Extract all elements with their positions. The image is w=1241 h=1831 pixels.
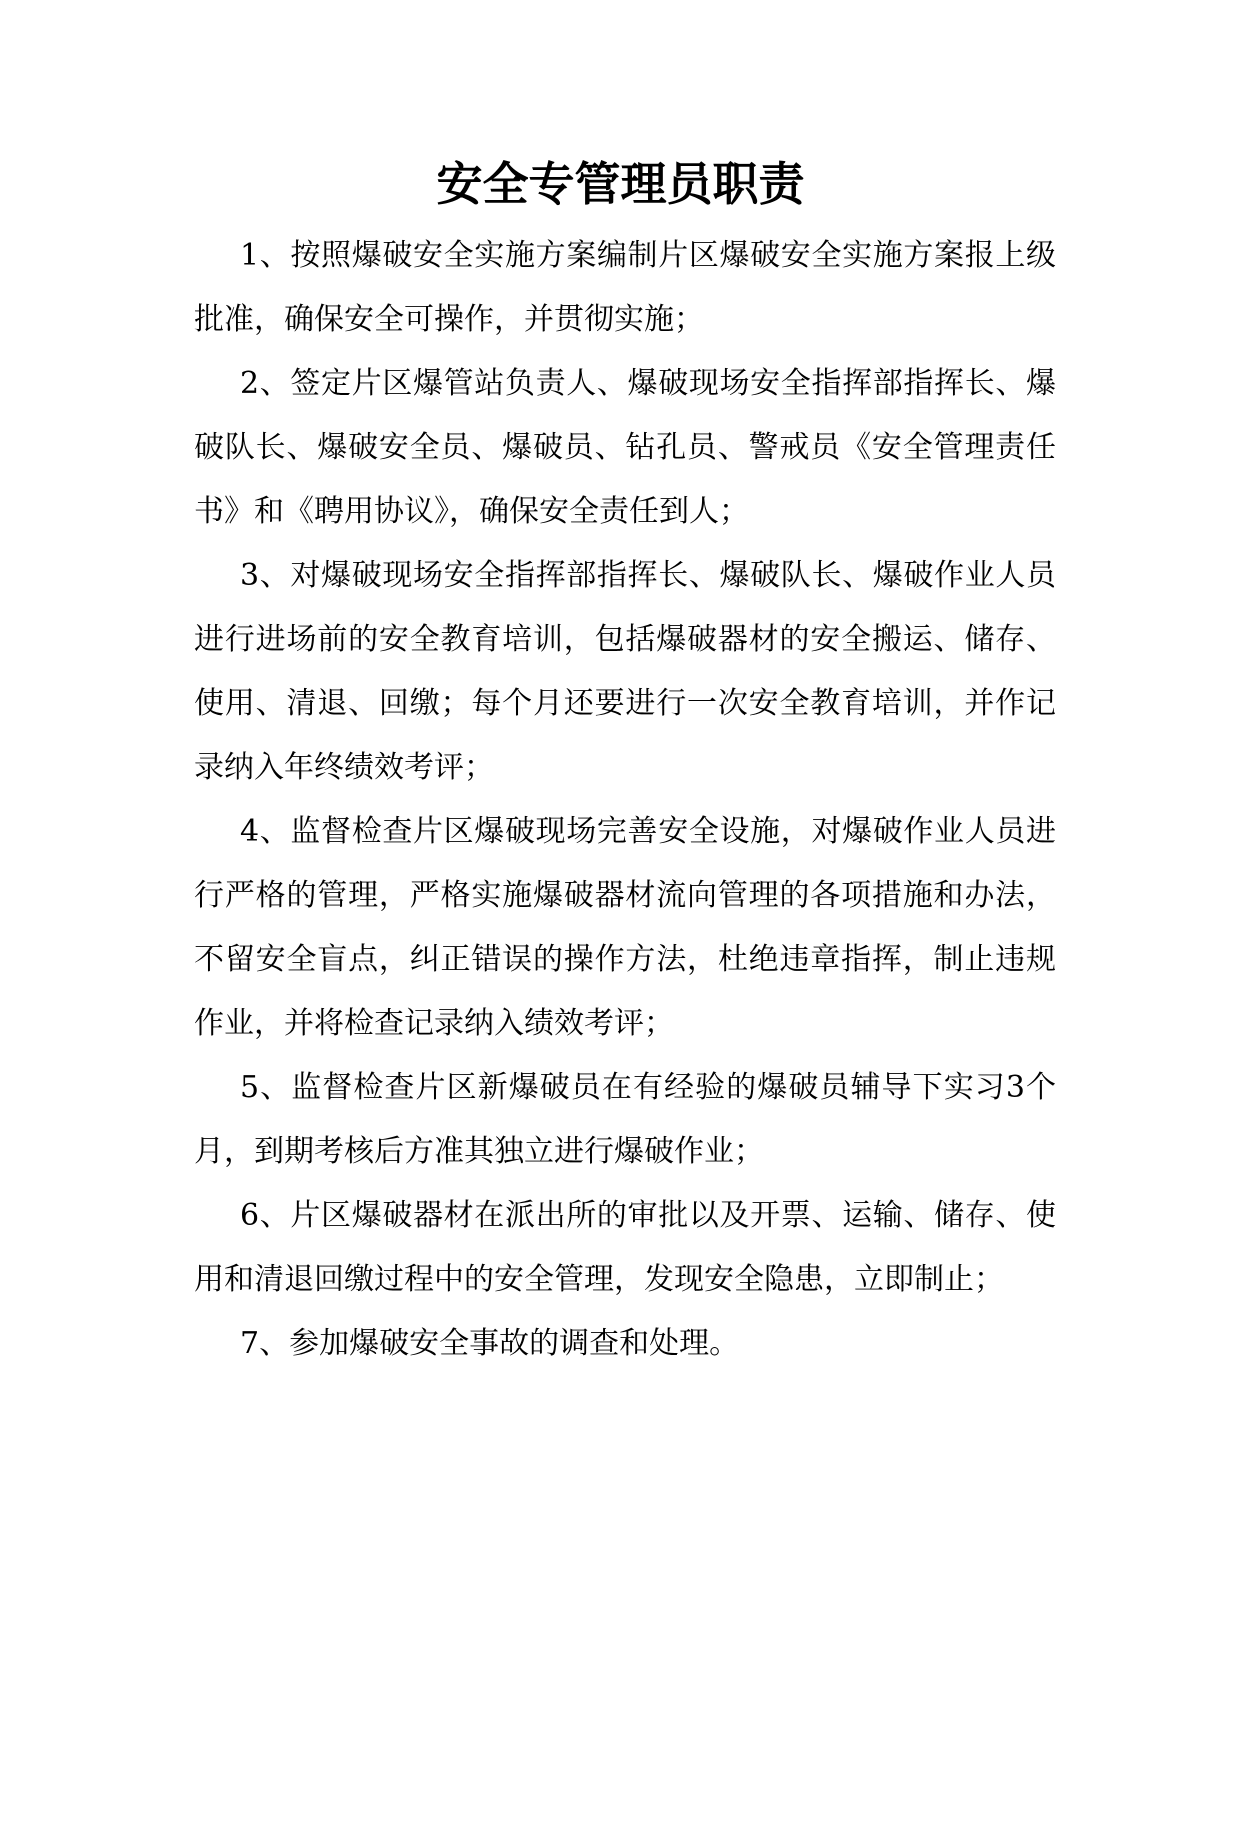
duty-item-3: 3、对爆破现场安全指挥部指挥长、爆破队长、爆破作业人员进行进场前的安全教育培训，包括爆破器材的安全搬运、储存、使用、清退、回缴；每个月还要进行一次安全教育培训，并作记录纳入年终绩效考评； bbox=[194, 558, 1056, 785]
duty-item-5: 5、监督检查片区新爆破员在有经验的爆破员辅导下实习3个月，到期考核后方准其独立进行爆破作业； bbox=[194, 1070, 1056, 1169]
duty-item-7: 7、参加爆破安全事故的调查和处理。 bbox=[240, 1326, 740, 1361]
duty-item-1: 1、按照爆破安全实施方案编制片区爆破安全实施方案报上级批准，确保安全可操作，并贯彻实施； bbox=[194, 238, 1056, 337]
document-body bbox=[194, 224, 1056, 1376]
duty-item-4: 4、监督检查片区爆破现场完善安全设施，对爆破作业人员进行严格的管理，严格实施爆破器材流向管理的各项措施和办法，不留安全盲点，纠正错误的操作方法，杜绝违章指挥，制止违规作业，并将检查记录纳入绩效考评； bbox=[194, 814, 1056, 1041]
document-title: 安全专管理员职责 bbox=[436, 157, 805, 211]
duty-item-2: 2、签定片区爆管站负责人、爆破现场安全指挥部指挥长、爆破队长、爆破安全员、爆破员、钻孔员、警戒员《安全管理责任书》和《聘用协议》，确保安全责任到人； bbox=[194, 366, 1056, 529]
duty-item-6: 6、片区爆破器材在派出所的审批以及开票、运输、储存、使用和清退回缴过程中的安全管理，发现安全隐患，立即制止； bbox=[194, 1198, 1056, 1297]
